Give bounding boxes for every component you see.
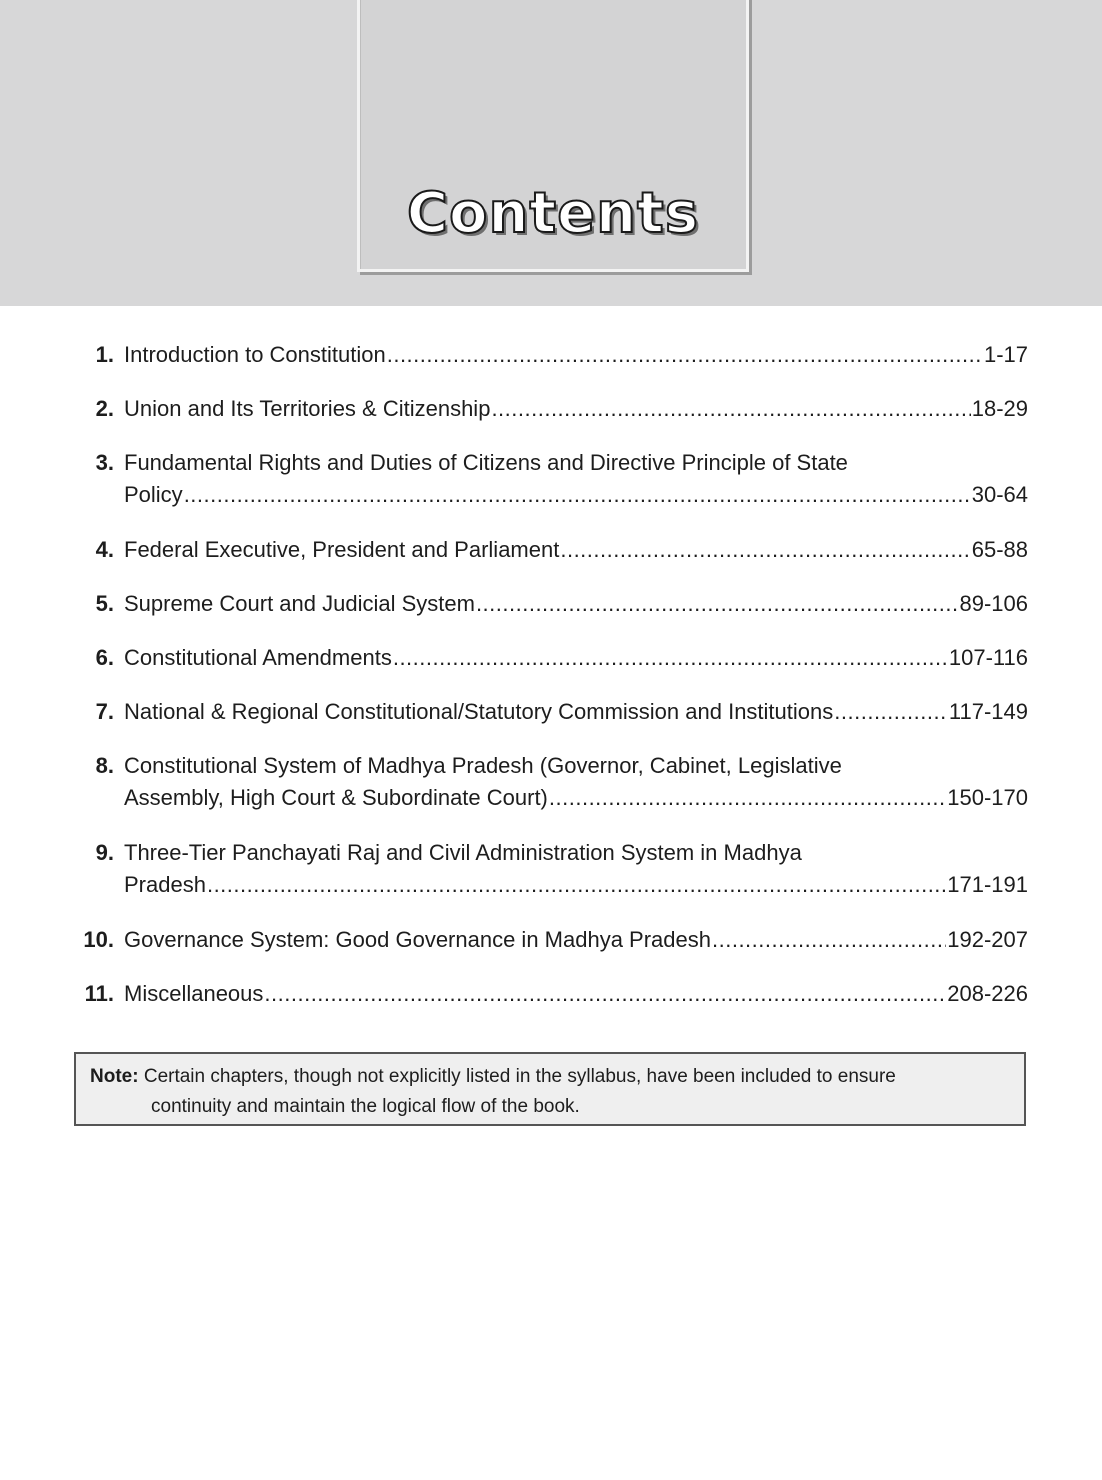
toc-entry-10[interactable] [78, 924, 1028, 956]
toc-entry-8[interactable] [78, 750, 1028, 814]
chapter-number: 1. [95, 342, 114, 367]
toc-entry-3[interactable] [78, 447, 1028, 511]
chapter-title: Supreme Court and Judicial System [124, 591, 475, 616]
page-range: 192-207 [947, 927, 1028, 952]
dot-leader [834, 696, 948, 728]
dot-leader [491, 393, 970, 425]
page-title: Contents [406, 181, 700, 246]
note-text-line-1: Certain chapters, though not explicitly listed in the syllabus, have been included to ensure [143, 1066, 896, 1087]
dot-leader [712, 924, 946, 956]
page-range: 89-106 [959, 591, 1028, 616]
chapter-number: 10. [83, 927, 114, 952]
chapter-title: Three-Tier Panchayati Raj and Civil Administration System in Madhya [124, 840, 802, 865]
title-box [357, 0, 749, 272]
note-box [74, 1052, 1026, 1126]
dot-leader [476, 588, 959, 620]
dot-leader [264, 978, 946, 1010]
page-range: 171-191 [947, 872, 1028, 897]
page-range: 208-226 [947, 981, 1028, 1006]
chapter-title: Union and Its Territories & Citizenship [124, 396, 491, 421]
note-label: Note: [90, 1066, 139, 1087]
page-range: 1-17 [983, 342, 1028, 367]
dot-leader [393, 642, 948, 674]
chapter-number: 9. [95, 840, 114, 865]
page-range: 65-88 [971, 537, 1028, 562]
chapter-title: Constitutional Amendments [124, 645, 392, 670]
toc-entry-11[interactable] [78, 978, 1028, 1010]
toc-entry-2[interactable] [78, 393, 1028, 425]
dot-leader [560, 534, 970, 566]
dot-leader [387, 339, 983, 371]
chapter-number: 5. [95, 591, 114, 616]
chapter-title: Introduction to Constitution [124, 342, 386, 367]
chapter-number: 8. [95, 753, 114, 778]
chapter-title-continued: Pradesh [124, 872, 206, 897]
dot-leader [184, 479, 971, 511]
dot-leader [549, 782, 946, 814]
chapter-title: National & Regional Constitutional/Statutory Commission and Institutions [124, 699, 834, 724]
chapter-number: 2. [95, 396, 114, 421]
toc-entry-5[interactable] [78, 588, 1028, 620]
toc-entry-1[interactable] [78, 339, 1028, 371]
page-range: 117-149 [948, 699, 1028, 724]
chapter-number: 11. [84, 981, 114, 1006]
toc-entry-6[interactable] [78, 642, 1028, 674]
chapter-title: Governance System: Good Governance in Madhya Pradesh [124, 927, 711, 952]
chapter-title: Constitutional System of Madhya Pradesh (Governor, Cabinet, Legislative [124, 753, 842, 778]
chapter-number: 6. [95, 645, 114, 670]
dot-leader [207, 869, 946, 901]
chapter-number: 7. [95, 699, 114, 724]
chapter-title-continued: Policy [124, 482, 183, 507]
chapter-title: Federal Executive, President and Parliament [124, 537, 560, 562]
note-text-line-2: continuity and maintain the logical flow of the book. [151, 1096, 580, 1117]
chapter-number: 3. [95, 450, 114, 475]
toc-entry-9[interactable] [78, 837, 1028, 901]
page-range: 30-64 [971, 482, 1028, 507]
chapter-title: Fundamental Rights and Duties of Citizens and Directive Principle of State [124, 450, 848, 475]
chapter-title: Miscellaneous [124, 981, 264, 1006]
header-band [0, 0, 1102, 306]
page-range: 107-116 [948, 645, 1028, 670]
chapter-title-continued: Assembly, High Court & Subordinate Court) [124, 785, 548, 810]
page-range: 150-170 [947, 785, 1028, 810]
page-range: 18-29 [971, 396, 1028, 421]
toc-entry-4[interactable] [78, 534, 1028, 566]
chapter-number: 4. [95, 537, 114, 562]
toc-entry-7[interactable] [78, 696, 1028, 728]
